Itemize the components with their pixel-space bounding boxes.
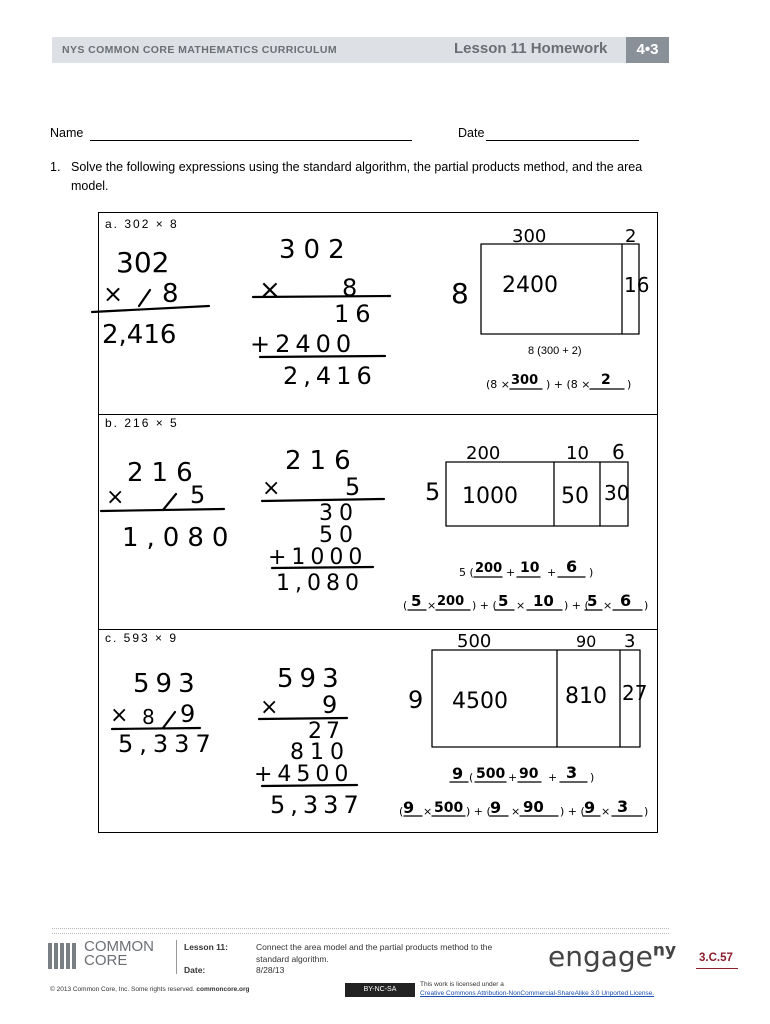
footer-date-label: Date: xyxy=(184,965,206,975)
footer-lesson-label: Lesson 11: xyxy=(184,942,228,952)
hw-text: 9 xyxy=(180,700,196,728)
hw-text: 90 xyxy=(523,798,544,816)
hw-text: 200 xyxy=(437,594,465,609)
problem-b-expression xyxy=(403,557,648,612)
hw-text: 3 xyxy=(617,797,629,816)
hw-text: 5 xyxy=(345,473,361,501)
hw-text: 10 xyxy=(566,443,589,464)
hw-text: 10 xyxy=(520,560,540,576)
curriculum-title: NYS COMMON CORE MATHEMATICS CURRICULUM xyxy=(62,44,337,56)
area-expression-a: 8 (300 + 2) xyxy=(528,345,582,357)
cc-license-badge: BY-NC-SA xyxy=(345,983,415,997)
hw-text: +1000 xyxy=(268,545,368,570)
hw-text: 5 xyxy=(587,592,598,610)
problem-a-partial-products xyxy=(250,235,390,390)
problem-a-expression xyxy=(486,372,631,391)
hw-text: × xyxy=(260,695,279,720)
hw-text: × xyxy=(110,703,129,728)
hw-text: 8 xyxy=(342,274,358,302)
svg-text:): ) xyxy=(589,566,594,579)
svg-text:) + (: ) + ( xyxy=(560,805,585,818)
hw-text: 3 xyxy=(624,631,636,652)
hw-text: 6 xyxy=(566,557,578,576)
hw-text: 500 xyxy=(457,631,492,652)
hw-text: 5,337 xyxy=(118,730,217,758)
svg-text:): ) xyxy=(590,771,595,784)
page-code-rule xyxy=(696,968,738,969)
hw-text: 9 xyxy=(584,798,596,817)
problem-a-label: a. 302 × 8 xyxy=(105,217,179,231)
copyright-site: commoncore.org xyxy=(196,986,250,993)
hw-text: 9 xyxy=(452,764,464,783)
hw-text: 8 xyxy=(451,277,469,310)
hw-text: 2,416 xyxy=(283,362,377,390)
svg-text:×: × xyxy=(516,599,526,612)
lesson-title: Lesson 11 Homework xyxy=(454,40,608,57)
page-code: 3.C.57 xyxy=(699,952,733,964)
svg-text:) + (8 ×: ) + (8 × xyxy=(546,378,591,391)
problem-c-label: c. 593 × 9 xyxy=(105,631,179,645)
footer-date-value: 8/28/13 xyxy=(256,965,285,975)
svg-text:×: × xyxy=(511,805,521,818)
hw-text: 90 xyxy=(519,766,539,782)
problem-b-label: b. 216 × 5 xyxy=(105,416,179,430)
problem-b-area-model xyxy=(425,440,629,526)
hw-text: × xyxy=(259,275,281,305)
svg-text:): ) xyxy=(644,599,649,612)
footer-separator xyxy=(176,940,177,974)
license-line-1: This work is licensed under a xyxy=(420,981,504,988)
svg-text:): ) xyxy=(644,805,649,818)
hw-text: 1,080 xyxy=(276,571,364,596)
svg-text:(: ( xyxy=(399,805,404,818)
svg-text:+: + xyxy=(508,771,518,784)
hw-text: × xyxy=(106,485,125,510)
problem-a-area-model xyxy=(451,226,649,334)
hw-text: 200 xyxy=(475,561,503,576)
hw-text: 8 xyxy=(162,279,179,309)
svg-text:+: + xyxy=(506,566,516,579)
hw-text: +4500 xyxy=(254,762,354,787)
problem-c-standard-algorithm xyxy=(110,669,217,758)
hw-text: +2400 xyxy=(250,330,357,358)
hw-text: 90 xyxy=(576,632,597,651)
hw-text: 9 xyxy=(490,798,502,817)
hw-text: 2 xyxy=(625,226,637,247)
hw-text: 216 xyxy=(285,446,359,476)
hw-text: 5,337 xyxy=(270,791,364,819)
brand-line-1: COMMON xyxy=(84,938,154,955)
svg-text:×: × xyxy=(423,805,433,818)
question-number: 1. xyxy=(50,160,61,174)
footer-divider xyxy=(52,928,669,934)
hw-text: × xyxy=(103,280,124,308)
hw-text: 16 xyxy=(334,300,377,328)
hw-text: 3 xyxy=(566,763,578,782)
hw-text: 2 xyxy=(601,372,611,388)
hw-text: 6 xyxy=(612,440,625,464)
hw-text: × xyxy=(262,476,281,501)
hw-text: 50 xyxy=(319,523,359,548)
hw-text: 10 xyxy=(533,592,554,610)
hw-text: 216 xyxy=(127,458,201,488)
hw-text: 16 xyxy=(624,273,650,297)
hw-text: 30 xyxy=(319,501,359,526)
hw-text: 200 xyxy=(466,443,501,464)
hw-text: 300 xyxy=(511,373,539,388)
problem-c-partial-products xyxy=(254,664,364,819)
hw-text: 302 xyxy=(116,246,170,279)
svg-text:×: × xyxy=(427,599,437,612)
hw-text: 500 xyxy=(476,766,506,782)
license-text xyxy=(420,980,654,998)
problem-b-standard-algorithm xyxy=(101,458,236,553)
module-badge: 4•3 xyxy=(626,37,669,63)
problem-c-area-model xyxy=(408,631,647,747)
hw-text: 5 xyxy=(190,481,206,509)
question-text-line2: model. xyxy=(71,179,109,193)
hw-text: 6 xyxy=(620,591,632,610)
svg-text:+: + xyxy=(547,566,557,579)
hw-text: 4500 xyxy=(452,689,508,714)
problem-b-partial-products xyxy=(262,446,384,596)
footer-description: Connect the area model and the partial products method to the standard algorithm. xyxy=(256,942,493,964)
hw-text: 5 xyxy=(411,592,422,610)
hw-text: 1,080 xyxy=(122,523,237,553)
question-text-line1: Solve the following expressions using the standard algorithm, the partial products method, and the area xyxy=(71,160,643,174)
brand-line-2: CORE xyxy=(84,952,128,969)
hw-text: 9 xyxy=(322,691,338,719)
hw-text: 593 xyxy=(277,664,345,694)
hw-text: 9 xyxy=(408,686,424,714)
hw-text: 27 xyxy=(308,719,344,744)
hw-text: 27 xyxy=(622,681,648,705)
hw-text: 1000 xyxy=(462,484,518,509)
hw-text: 810 xyxy=(290,740,350,765)
name-label: Name xyxy=(50,126,84,140)
hw-text: 593 xyxy=(133,669,201,699)
hw-text: 2400 xyxy=(502,273,558,298)
engage-sup: ny xyxy=(652,940,677,961)
hw-text: 9 xyxy=(403,798,415,817)
svg-text:5 (: 5 ( xyxy=(459,566,474,579)
hw-text: 8 xyxy=(142,705,155,729)
svg-text:) + (: ) + ( xyxy=(472,599,497,612)
hw-text: 2,416 xyxy=(102,320,177,350)
common-core-wordmark xyxy=(84,940,154,968)
hw-text: 50 xyxy=(561,484,589,509)
svg-text:×: × xyxy=(601,805,611,818)
hw-text: 302 xyxy=(279,235,353,265)
hw-text: 810 xyxy=(565,684,607,709)
date-label: Date xyxy=(458,126,485,140)
copyright-text: © 2013 Common Core, Inc. Some rights reserved. xyxy=(50,986,195,993)
hw-text: 500 xyxy=(434,800,464,816)
engageny-logo xyxy=(548,940,676,973)
problem-a-standard-algorithm xyxy=(92,246,209,350)
svg-text:×: × xyxy=(603,599,613,612)
hw-text: 300 xyxy=(512,226,547,247)
hw-text: 30 xyxy=(604,481,630,505)
svg-text:+: + xyxy=(548,771,558,784)
problem-c-expression xyxy=(399,763,648,818)
svg-text:(8 ×: (8 × xyxy=(486,378,511,391)
svg-text:(: ( xyxy=(469,771,474,784)
svg-text:) + (: ) + ( xyxy=(466,805,491,818)
hw-text: 5 xyxy=(498,592,509,610)
license-link[interactable]: Creative Commons Attribution-NonCommercial-ShareAlike 3.0 Unported License. xyxy=(420,990,655,997)
engage-word: engage xyxy=(548,940,653,973)
copyright xyxy=(50,986,250,993)
svg-text:) + (: ) + ( xyxy=(564,599,589,612)
svg-text:(: ( xyxy=(403,599,408,612)
hw-text: 5 xyxy=(425,478,441,506)
svg-text:): ) xyxy=(627,378,632,391)
